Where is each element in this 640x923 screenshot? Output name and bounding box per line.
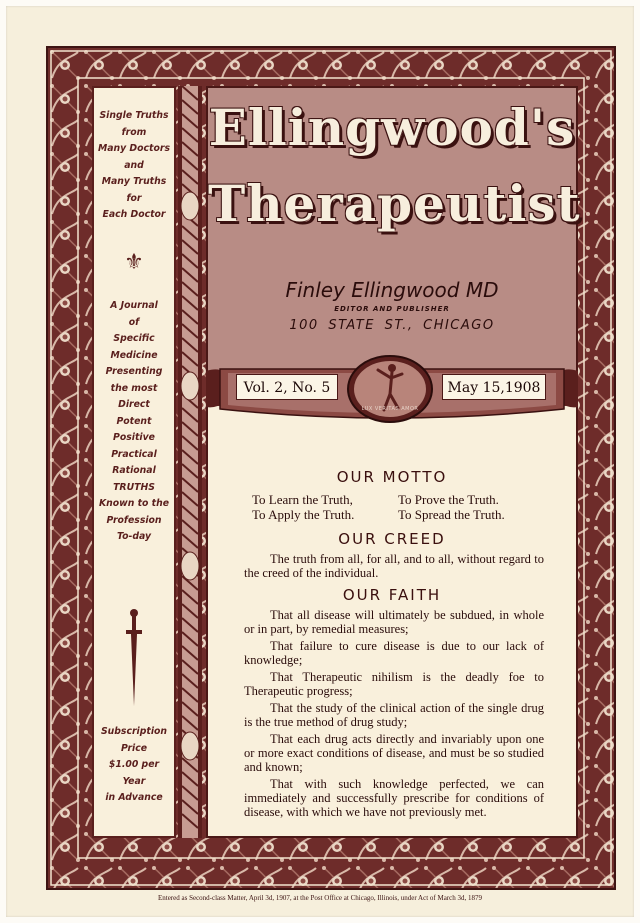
motto-item: To Apply the Truth.: [252, 507, 355, 522]
motto-item: To Learn the Truth,: [252, 492, 353, 507]
volume-label: Vol. 2, No. 5: [236, 374, 338, 400]
motto-item: To Prove the Truth.: [398, 492, 499, 507]
dagger-icon: [126, 608, 142, 715]
sidebar-intro-line: Each Doctor: [102, 209, 166, 220]
editor-name: Finley Ellingwood MD: [285, 278, 499, 302]
faith-heading: OUR FAITH: [342, 586, 442, 604]
sidebar-journal-line: Potent: [116, 415, 152, 427]
faith-paragraph: That each drug acts directly and invariably upon one or more exact conditions of disease, and must be so studied and known;: [244, 732, 544, 774]
sidebar-journal-line: Medicine: [110, 349, 158, 361]
sidebar-journal-line: TRUTHS: [113, 481, 155, 493]
sidebar-intro-line: for: [126, 192, 142, 204]
sidebar-journal-line: the most: [110, 382, 158, 394]
twisted-column-ornament: [178, 86, 202, 838]
publisher-address: 100 STATE ST., CHICAGO: [289, 318, 495, 333]
sidebar-journal-line: Presenting: [105, 366, 163, 377]
faith-paragraph: That all disease will ultimately be subdued, in whole or in part, by remedial measures;: [244, 608, 544, 636]
sidebar-intro-line: Single Truths: [99, 110, 169, 121]
subscription-line: Subscription: [100, 726, 168, 737]
sidebar-journal-line: Profession: [106, 514, 162, 526]
editor-role: EDITOR AND PUBLISHER: [334, 305, 450, 313]
sidebar-journal-line: of: [128, 316, 140, 328]
sidebar-intro-line: Many Truths: [101, 176, 167, 187]
issue-date: May 15,1908: [442, 374, 546, 400]
magazine-cover: [6, 6, 634, 917]
sidebar-journal-line: Rational: [112, 465, 156, 476]
creed-text: The truth from all, for all, and to all, without regard to the creed of the individual.: [244, 552, 544, 580]
issue-ribbon: [206, 351, 578, 431]
subscription-line: Price: [120, 742, 148, 754]
sidebar-journal-line: A Journal: [110, 300, 158, 311]
main-text-panel: [206, 406, 578, 838]
sidebar-journal-line: Direct: [118, 399, 150, 410]
sidebar-panel: [92, 86, 176, 838]
sidebar-journal-line: Specific: [113, 333, 155, 344]
faith-paragraph: That with such knowledge perfected, we can immediately and successfully prescribe for conditions of disease, with which we have not previously met.: [244, 777, 544, 819]
faith-paragraph: That Therapeutic nihilism is the deadly foe to Therapeutic progress;: [244, 670, 544, 698]
sidebar-subscription: [94, 724, 174, 807]
sidebar-intro-line: and: [124, 159, 144, 171]
subscription-line: $1.00 per: [108, 759, 160, 770]
medallion-motto: LUX VERITAS AMOR: [361, 406, 419, 412]
sidebar-intro-line: from: [121, 126, 147, 138]
sidebar-intro-line: Many Doctors: [97, 143, 170, 154]
motto-heading: OUR MOTTO: [336, 468, 448, 486]
faith-paragraph: That the study of the clinical action of the single drug is the true method of drug study;: [244, 701, 544, 729]
fleur-de-lis-icon: ⚜: [124, 250, 144, 275]
subscription-line: in Advance: [105, 792, 163, 803]
creed-heading: OUR CREED: [338, 530, 446, 548]
title-banner: [206, 86, 581, 378]
subscription-line: Year: [122, 775, 146, 787]
motto-item: To Spread the Truth.: [398, 507, 505, 522]
faith-paragraph: That failure to cure disease is due to our lack of knowledge;: [244, 639, 544, 667]
masthead-title-line-1: Ellingwood's: [208, 98, 576, 157]
masthead-title-line-2: Therapeutist: [208, 174, 581, 233]
sidebar-journal-line: Practical: [111, 448, 157, 460]
sidebar-intro: [94, 108, 174, 224]
sidebar-journal-line: Positive: [113, 432, 155, 443]
sidebar-journal-line: Known to the: [98, 498, 170, 509]
mercury-medallion-icon: [346, 354, 434, 424]
postal-notice: Entered as Second-class Matter, April 3d, 1907, at the Post Office at Chicago, Illinois, under Act of March 3d, 1879: [157, 894, 483, 902]
sidebar-journal-line: To-day: [116, 531, 152, 542]
sidebar-journal: [94, 298, 174, 546]
